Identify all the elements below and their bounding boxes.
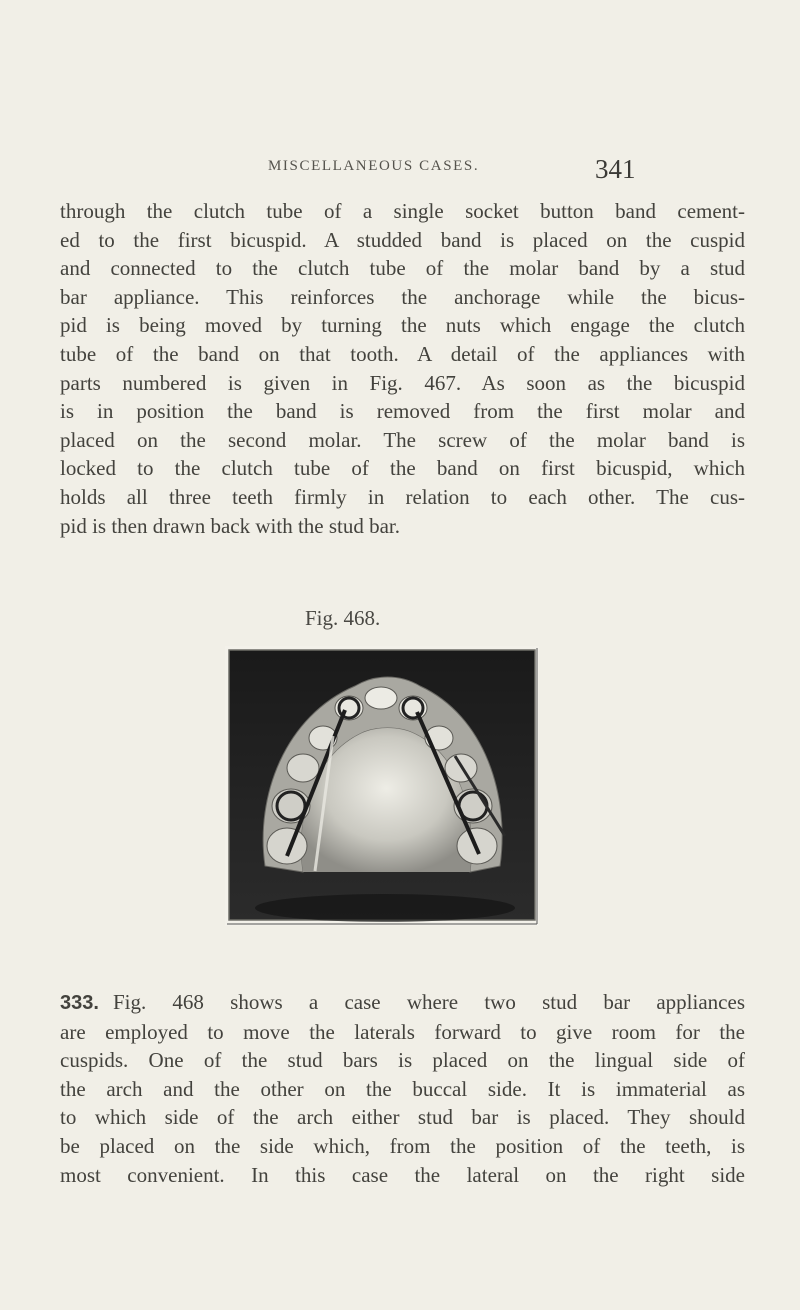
text-line: to which side of the arch either stud bar is placed. They should xyxy=(60,1105,745,1130)
text-line: holds all three teeth firmly in relation to each other. The cus- xyxy=(60,484,745,509)
text-line: through the clutch tube of a single socket button band cement- xyxy=(60,199,745,223)
text-line: and connected to the clutch tube of the molar band by a stud xyxy=(60,256,745,281)
text-line: pid is then drawn back with the stud bar. xyxy=(60,513,401,538)
text-line: tube of the band on that tooth. A detail of the appliances with xyxy=(60,341,745,366)
text-line: the arch and the other on the buccal side. It is immaterial as xyxy=(60,1076,745,1101)
text-line: be placed on the side which, from the position of the teeth, is xyxy=(60,1133,745,1158)
text-line xyxy=(60,988,745,1018)
running-title: MISCELLANEOUS CASES. xyxy=(268,158,480,174)
text-line: are employed to move the laterals forward to give room for the xyxy=(60,1019,745,1044)
paragraph-333 xyxy=(60,988,745,1189)
text-line: cuspids. One of the stud bars is placed on the lingual side of xyxy=(60,1048,745,1073)
text-line: pid is being moved by turning the nuts which engage the clutch xyxy=(60,313,745,338)
text-line: placed on the second molar. The screw of the molar band is xyxy=(60,427,745,452)
text-line: ed to the first bicuspid. A studded band is placed on the cuspid xyxy=(60,227,745,252)
dental-cast-illustration xyxy=(225,646,539,926)
text-line: is in position the band is removed from the first molar and xyxy=(60,399,745,424)
paragraph-number: 333. xyxy=(60,992,99,1014)
text-line: locked to the clutch tube of the band on first bicuspid, which xyxy=(60,456,745,481)
text-line: most convenient. In this case the lateral on the right side xyxy=(60,1162,745,1187)
text-line: parts numbered is given in Fig. 467. As soon as the bicuspid xyxy=(60,370,745,395)
figure-caption: Fig. 468. xyxy=(305,606,381,630)
paragraph-clutch-tube xyxy=(60,197,745,540)
running-head xyxy=(0,154,800,186)
text-line: bar appliance. This reinforces the anchorage while the bicus- xyxy=(60,284,745,309)
figure-dental-cast-photo xyxy=(225,646,539,926)
text-line-content: Fig. 468 shows a case where two stud bar appliances xyxy=(112,990,745,1014)
page-number: 341 xyxy=(595,154,636,184)
